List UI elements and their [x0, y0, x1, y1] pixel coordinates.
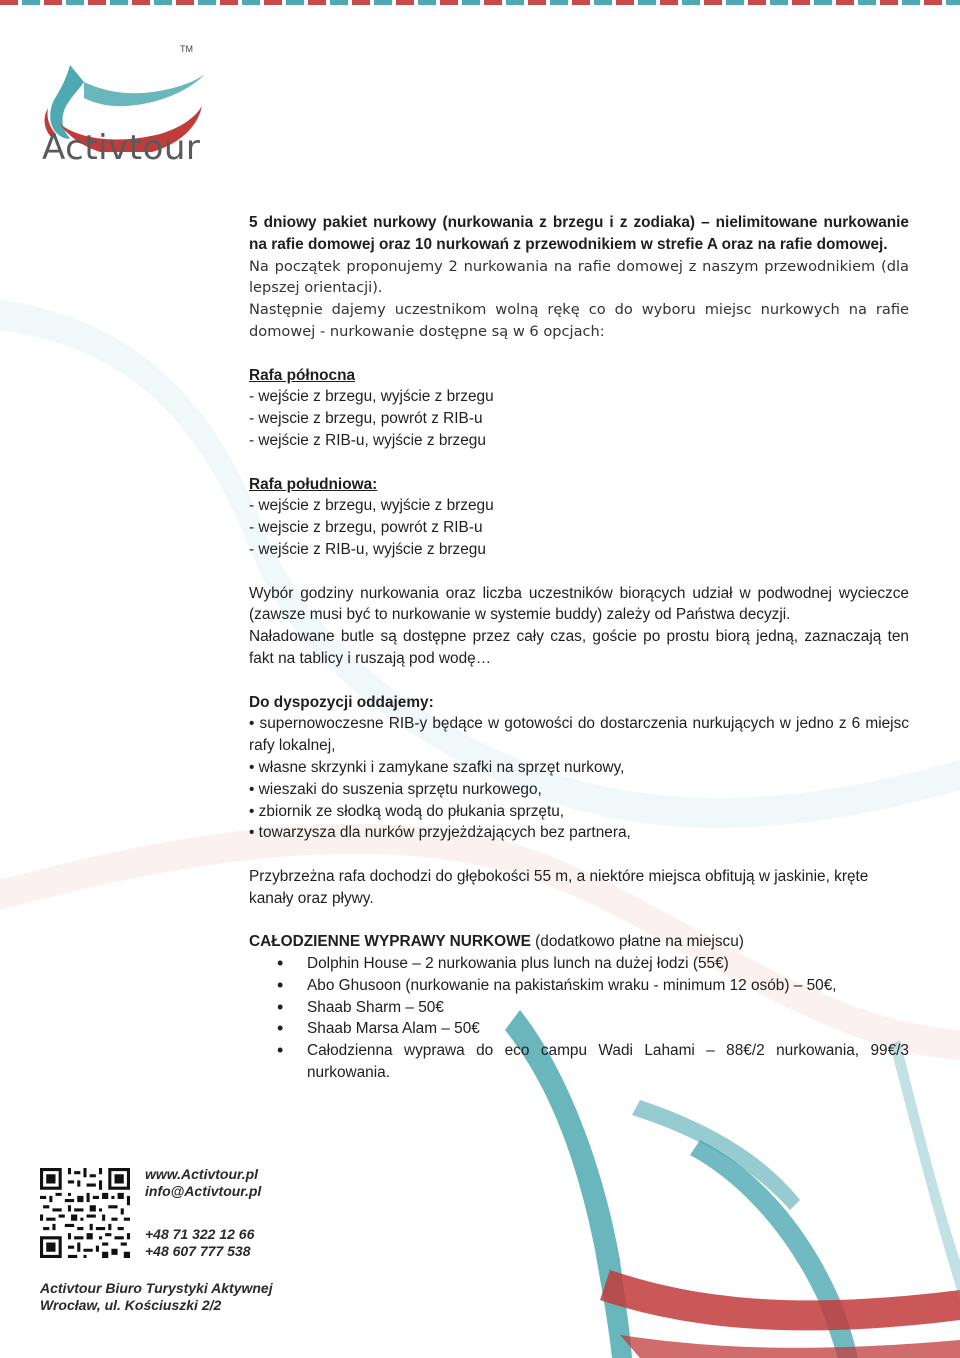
online-contact	[145, 1166, 261, 1200]
trips-heading	[249, 931, 909, 953]
reef-note: Przybrzeżna rafa dochodzi do głębokości 55 m, a niektóre miejsca obfitują w jaskinie, kręte kanały oraz pływy.	[249, 867, 869, 907]
north-reef-title: Rafa północna	[249, 366, 356, 384]
offer-item: • wieszaki do suszenia sprzętu nurkowego,	[249, 780, 542, 798]
website-link[interactable]: www.Activtour.pl	[145, 1166, 259, 1182]
trademark-mark: TM	[180, 44, 193, 54]
offer-item: • zbiornik ze słodką wodą do płukania sprzętu,	[249, 802, 565, 820]
trips-title: CAŁODZIENNE WYPRAWY NURKOWE	[249, 933, 531, 951]
company-name: Activtour Biuro Turystyki Aktywnej	[40, 1280, 273, 1296]
trips-title-note: (dodatkowo płatne na miejscu)	[530, 933, 744, 951]
trip-item: • Dolphin House – 2 nurkowania plus lunch na dużej łodzi (55€)	[249, 953, 909, 975]
trip-item: • Shaab Marsa Alam – 50€	[249, 1018, 909, 1040]
trips-list	[249, 953, 909, 1084]
trip-item: • Abo Ghusoon (nurkowanie na pakistańskim wraku - minimum 12 osób) – 50€,	[249, 975, 909, 997]
main-content	[249, 212, 909, 1084]
offer-item: • supernowoczesne RIB-y będące w gotowości do dostarczenia nurkujących w jedno z 6 miejsc rafy lokalnej,	[249, 715, 909, 755]
offer-item: • towarzysza dla nurków przyjeżdżających bez partnera,	[249, 824, 631, 842]
phone-contact	[145, 1226, 254, 1260]
north-option-2: - wejscie z brzegu, powrót z RIB-u	[249, 410, 483, 428]
south-option-2: - wejscie z brzegu, powrót z RIB-u	[249, 519, 483, 537]
phone-1[interactable]: +48 71 322 12 66	[145, 1226, 255, 1242]
intro-line2: Następnie dajemy uczestnikom wolną rękę co do wyboru miejsc nurkowych na rafie domowej - nurkowanie dostępne są w 6 opcjach:	[249, 301, 909, 340]
south-option-1: - wejście z brzegu, wyjście z brzegu	[249, 497, 494, 515]
north-option-3: - wejście z RIB-u, wyjście z brzegu	[249, 431, 486, 449]
brand-name: Activtour	[42, 128, 201, 168]
qr-code-icon	[40, 1168, 130, 1258]
north-option-1: - wejście z brzegu, wyjście z brzegu	[249, 388, 494, 406]
intro-line1: Na początek proponujemy 2 nurkowania na rafie domowej z naszym przewodnikiem (dla lepszej orientacji).	[249, 257, 909, 297]
choice-paragraph: Wybór godziny nurkowania oraz liczba uczestników biorących udział w podwodnej wycieczce (zawsze musi być to nurkowanie w systemie buddy) zależy od Państwa decyzji.	[249, 584, 909, 624]
street-address: Wrocław, ul. Kościuszki 2/2	[40, 1297, 222, 1313]
intro-heading: 5 dniowy pakiet nurkowy (nurkowania z brzegu i z zodiaka) – nielimitowane nurkowanie na rafie domowej oraz 10 nurkowań z przewodnikiem w strefie A oraz na rafie domowej.	[249, 214, 909, 253]
south-option-3: - wejście z RIB-u, wyjście z brzegu	[249, 540, 486, 558]
company-address	[40, 1280, 273, 1314]
email-link[interactable]: info@Activtour.pl	[145, 1183, 262, 1199]
offer-item: • własne skrzynki i zamykane szafki na sprzęt nurkowy,	[249, 758, 625, 776]
offer-title: Do dyspozycji oddajemy:	[249, 693, 434, 711]
tanks-paragraph: Naładowane butle są dostępne przez cały czas, goście po prostu biorą jedną, zaznaczają ten fakt na tablicy i ruszają pod wodę…	[249, 628, 909, 667]
south-reef-title: Rafa południowa:	[249, 475, 378, 493]
trip-item: • Całodzienna wyprawa do eco campu Wadi Lahami – 88€/2 nurkowania, 99€/3 nurkowania.	[249, 1040, 909, 1084]
footer	[40, 1166, 300, 1316]
trip-item: • Shaab Sharm – 50€	[249, 997, 909, 1019]
phone-2[interactable]: +48 607 777 538	[145, 1243, 251, 1259]
